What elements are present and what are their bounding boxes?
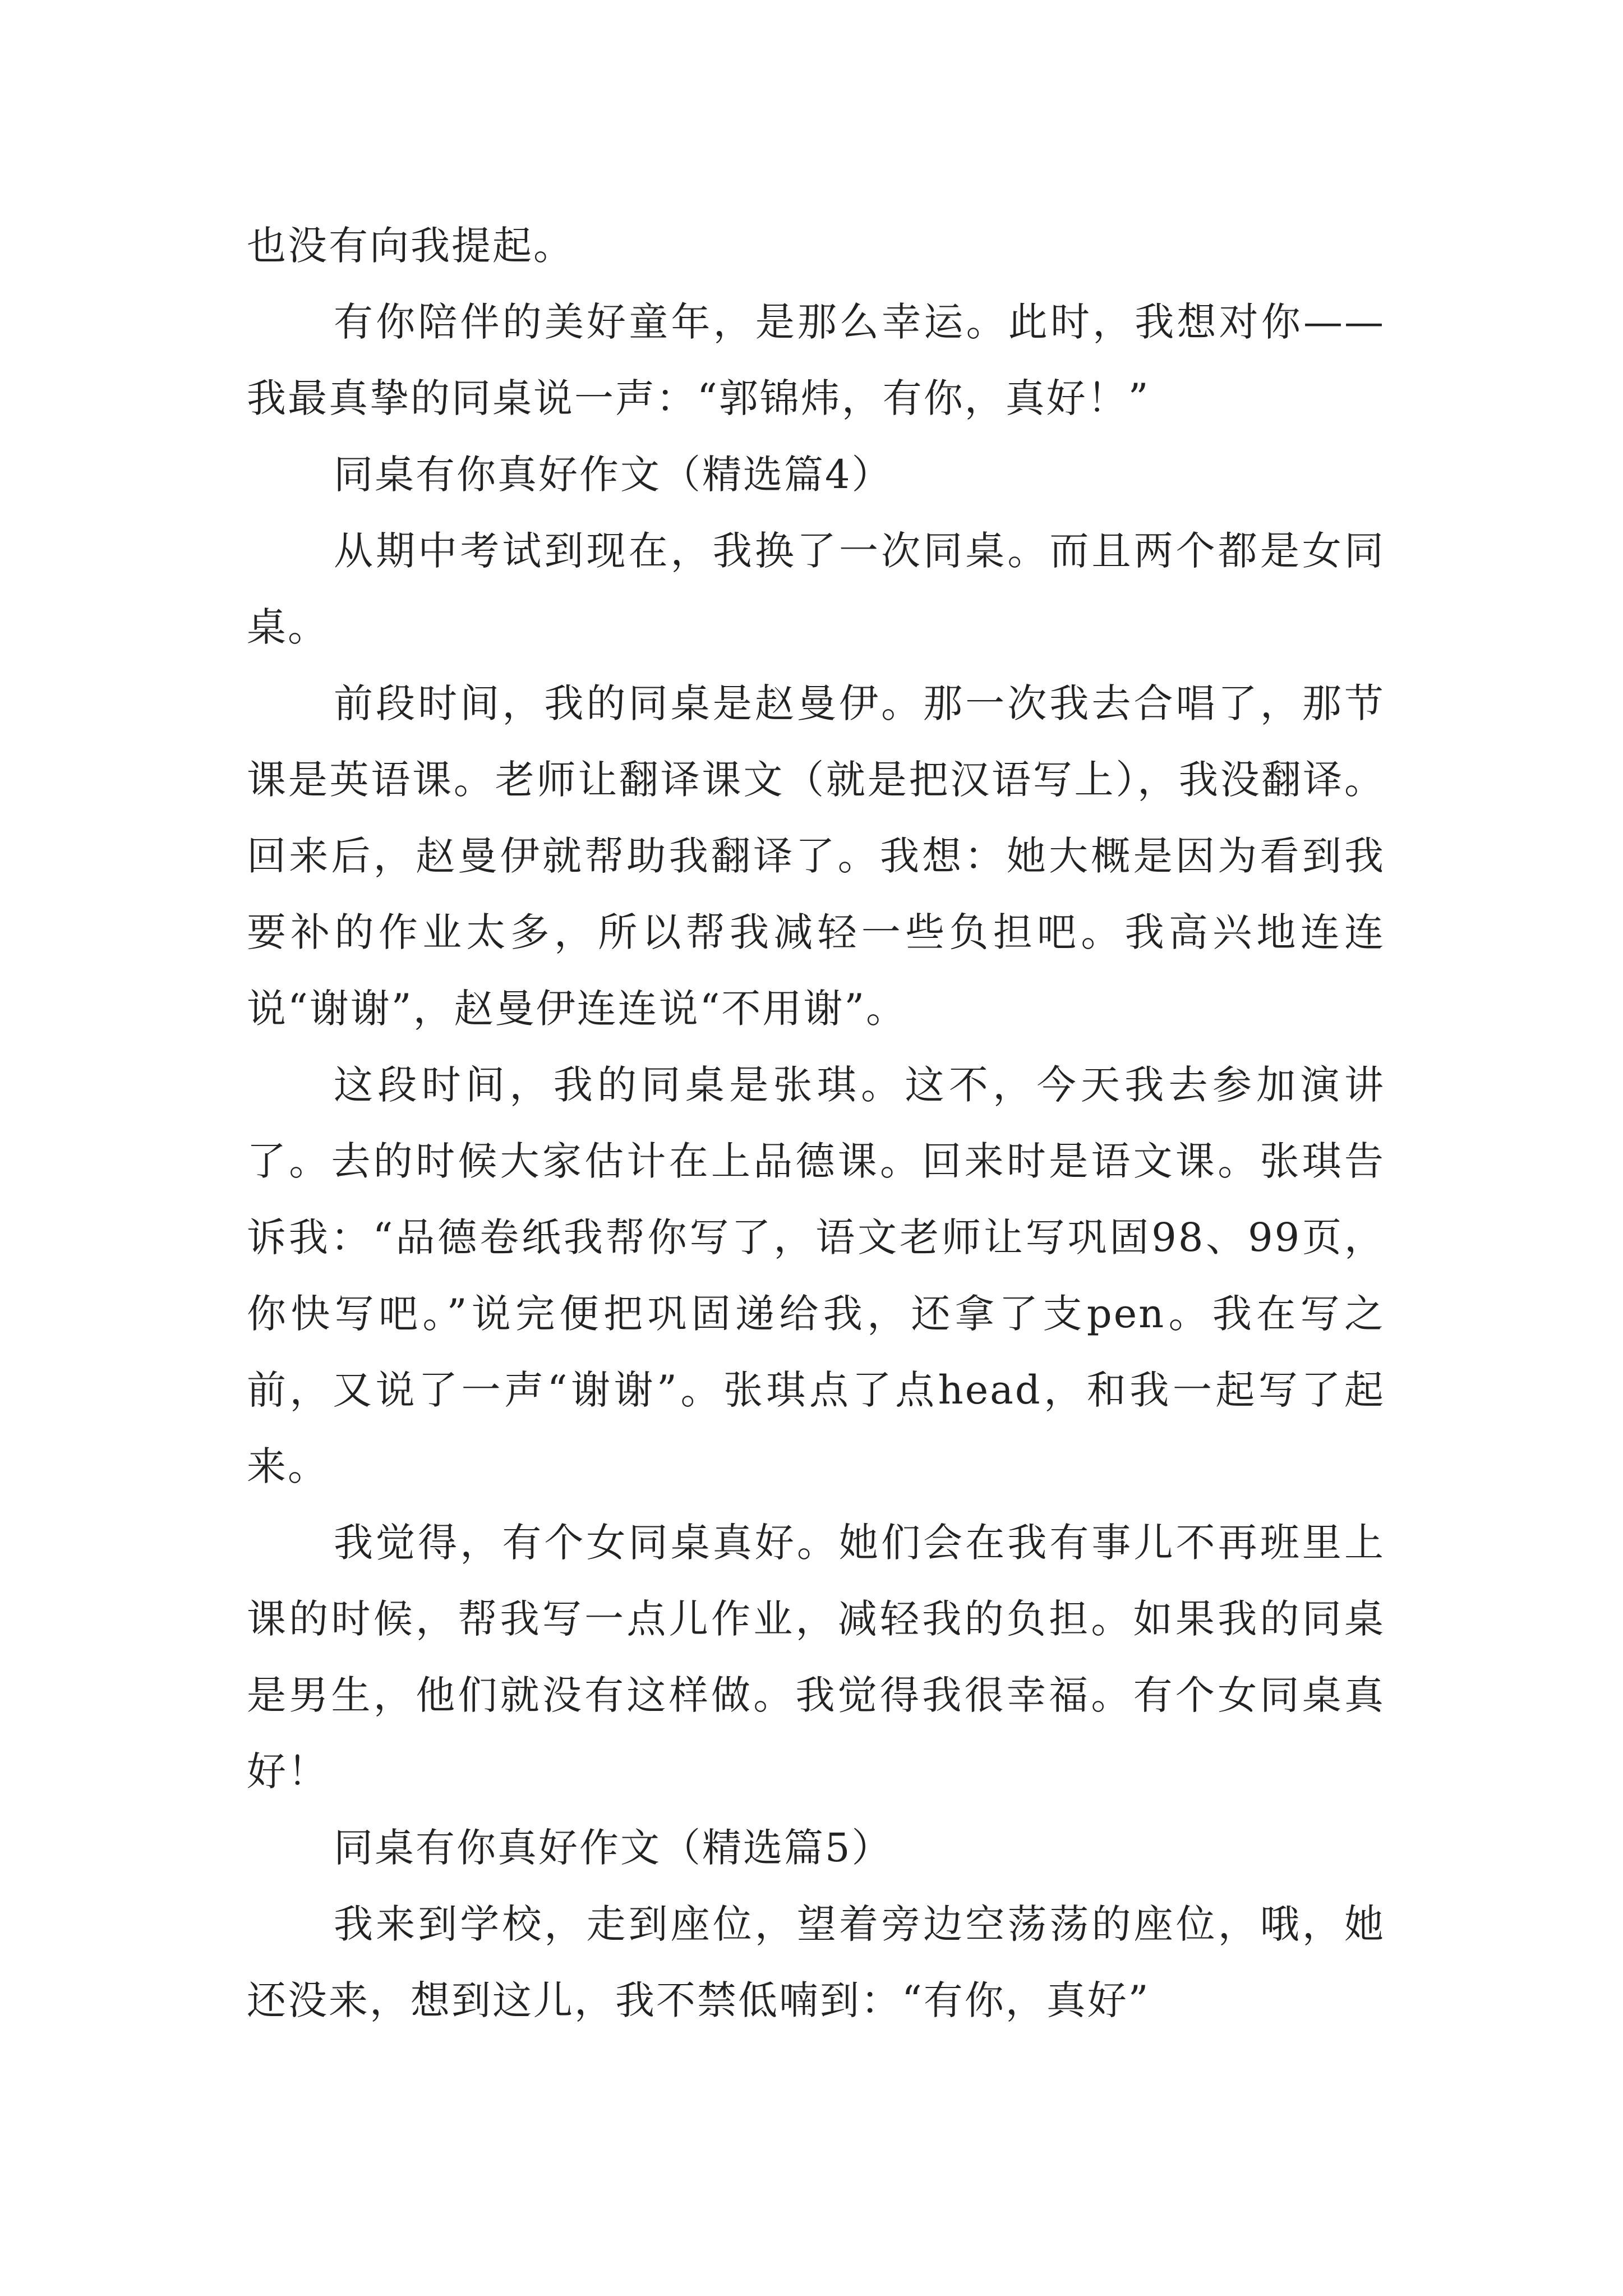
paragraph-7: 我来到学校，走到座位，望着旁边空荡荡的座位，哦，她还没来，想到这儿，我不禁低喃到：“有你，真好”: [247, 1901, 1385, 2023]
paragraph-2: 有你陪伴的美好童年，是那么幸运。此时，我想对你——我最真挚的同桌说一声：“郭锦炜，有你，真好！”: [247, 299, 1385, 421]
paragraph-5: 这段时间，我的同桌是张琪。这不，今天我去参加演讲了。去的时候大家估计在上品德课。回来时是语文课。张琪告诉我：“品德卷纸我帮你写了，语文老师让写巩固98、99页，你快写吧。”说完便把巩固递给我，还拿了支pen。我在写之前，又说了一声“谢谢”。张琪点了点head，和我一起写了起来。: [247, 1062, 1385, 1489]
document-body: [247, 208, 1385, 2039]
section-heading-5: 同桌有你真好作文（精选篇5）: [334, 1825, 893, 1871]
paragraph-1: 也没有向我提起。: [247, 223, 574, 269]
paragraph-6: 我觉得，有个女同桌真好。她们会在我有事儿不再班里上课的时候，帮我写一点儿作业，减轻我的负担。如果我的同桌是男生，他们就没有这样做。我觉得我很幸福。有个女同桌真好！: [247, 1520, 1385, 1795]
paragraph-3: 从期中考试到现在，我换了一次同桌。而且两个都是女同桌。: [247, 528, 1385, 650]
paragraph-4: 前段时间，我的同桌是赵曼伊。那一次我去合唱了，那节课是英语课。老师让翻译课文（就是把汉语写上），我没翻译。回来后，赵曼伊就帮助我翻译了。我想：她大概是因为看到我要补的作业太多，所以帮我减轻一些负担吧。我高兴地连连说“谢谢”，赵曼伊连连说“不用谢”。: [247, 680, 1385, 1032]
section-heading-4: 同桌有你真好作文（精选篇4）: [334, 452, 893, 498]
